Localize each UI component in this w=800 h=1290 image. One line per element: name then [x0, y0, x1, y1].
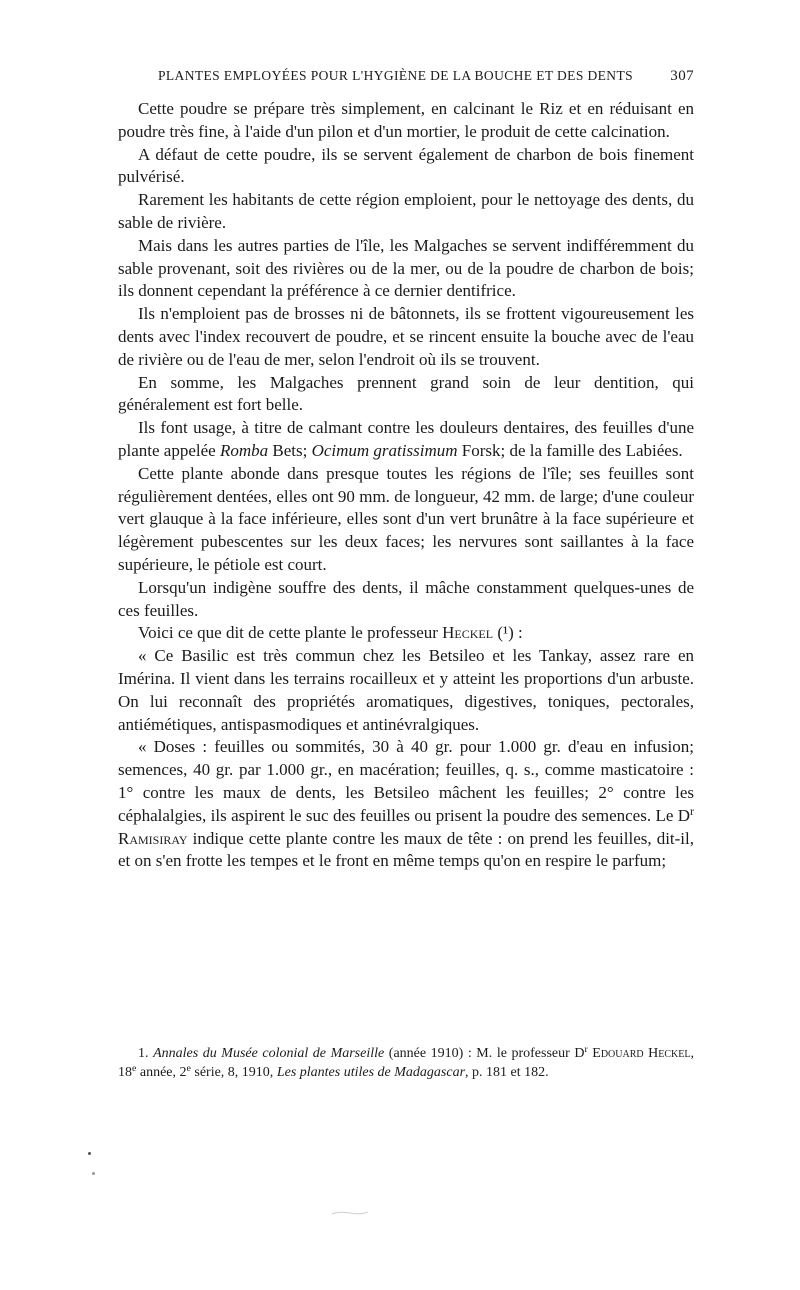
- running-title: PLANTES EMPLOYÉES POUR L'HYGIÈNE DE LA BOUCHE ET DES DENTS: [158, 68, 634, 83]
- footnote-ordinal-1: e: [132, 1062, 137, 1074]
- scan-speck: [88, 1152, 91, 1155]
- footnote-text-2: , 18: [118, 1046, 694, 1080]
- footnote-author: Edouard Heckel: [592, 1046, 691, 1061]
- vernacular-name: Romba: [219, 440, 269, 460]
- dr-superscript: r: [690, 803, 694, 818]
- paragraph-5: Ils n'emploient pas de brosses ni de bâtonnets, ils se frottent vigoureusement les dents avec l'index recouvert de poudre, et se rincent ensuite la bouche avec de l'eau de rivière ou de l'eau de mer, selon l'endroit où ils se trouvent.: [118, 304, 694, 369]
- paragraph-11: « Ce Basilic est très commun chez les Betsileo et les Tankay, assez rare en Imérina. Il vient dans les terrains rocailleux et y atteint les proportions d'un arbuste. On lui reconnaît des propriétés aromatiques, digestives, toniques, pectorales, antiémétiques, antispasmodiques et antinévralgiques.: [118, 646, 694, 734]
- footnote-work-title: Les plantes utiles de Madagascar: [276, 1064, 466, 1080]
- footnotes: [118, 1045, 694, 1082]
- p10-text-a: Voici ce que dit de cette plante le professeur: [138, 623, 443, 643]
- paragraph-9: Lorsqu'un indigène souffre des dents, il mâche constamment quelques-unes de ces feuilles.: [118, 577, 694, 620]
- page-number: 307: [670, 68, 694, 84]
- footnote-journal: Annales du Musée colonial de Marseille: [153, 1046, 385, 1061]
- footnote-reference: (¹): [497, 623, 514, 643]
- paragraph-4: Mais dans les autres parties de l'île, les Malgaches se servent indifféremment du sable provenant, soit des rivières ou de la mer, ou de la poudre de charbon de bois; ils donnent cependant la préférence à ce dernier dentifrice.: [118, 235, 694, 301]
- paragraph-10: [118, 622, 694, 645]
- page-header: [118, 68, 694, 90]
- p7-text-c: Forsk; de la famille des Labiées.: [457, 440, 683, 460]
- footnote-text-4: série, 8, 1910,: [190, 1064, 277, 1080]
- footnote-dr-superscript: r: [584, 1044, 588, 1056]
- scientific-name: Ocimum gratissimum: [311, 440, 458, 460]
- faint-scan-mark: [330, 1210, 370, 1216]
- paragraph-8: Cette plante abonde dans presque toutes les régions de l'île; ses feuilles sont régulièrement dentées, elles ont 90 mm. de longueur, 42 mm. de large; d'une couleur vert glauque à la face inférieure, elles sont d'un vert brunâtre à la face supérieure et légèrement pubescentes sur les deux faces; les nervures sont saillantes à la face supérieure, le pétiole est court.: [118, 463, 694, 574]
- footnote-text-3: année, 2: [136, 1064, 187, 1080]
- p7-text-b: Bets;: [268, 440, 312, 460]
- author-heckel: Heckel: [442, 623, 494, 643]
- p12-text-a: « Doses : feuilles ou sommités, 30 à 40 gr. pour 1.000 gr. d'eau en infusion; semences, 40 gr. par 1.000 gr., en macération; feuilles, q. s., comme masticatoire : 1° contre les maux de dents, les Betsileo mâchent les feuilles; 2° contre les céphalalgies, ils aspirent le suc des feuilles ou prisent la poudre des semences. Le D: [118, 737, 694, 825]
- main-text: [118, 98, 694, 873]
- p10-text-b: :: [513, 623, 523, 643]
- paragraph-2: A défaut de cette poudre, ils se servent également de charbon de bois finement pulvérisé.: [118, 144, 694, 187]
- footnote-number: 1.: [138, 1046, 149, 1061]
- footnote-text-5: , p. 181 et 182.: [465, 1064, 549, 1080]
- scan-speck: [92, 1172, 95, 1175]
- paragraph-1: Cette poudre se prépare très simplement, en calcinant le Riz et en réduisant en poudre très fine, à l'aide d'un pilon et d'un mortier, le produit de cette calcination.: [118, 99, 694, 141]
- footnote-ordinal-2: e: [186, 1062, 191, 1074]
- footnote-text-1: (année 1910) : M. le professeur D: [384, 1046, 585, 1061]
- p12-text-b: indique cette plante contre les maux de tête : on prend les feuilles, dit-il, et on s'en frotte les tempes et le front en même temps qu'on en respire le parfum;: [118, 828, 694, 871]
- paragraph-6: En somme, les Malgaches prennent grand soin de leur dentition, qui généralement est fort belle.: [118, 372, 694, 415]
- paragraph-12: [118, 736, 694, 873]
- footnote-1: [118, 1045, 694, 1082]
- p7-text-a: Ils font usage, à titre de calmant contre les douleurs dentaires, des feuilles d'une plante appelée: [118, 418, 694, 460]
- paragraph-7: [118, 417, 694, 463]
- author-ramisiray: Ramisiray: [118, 828, 188, 848]
- paragraph-3: Rarement les habitants de cette région emploient, pour le nettoyage des dents, du sable de rivière.: [118, 190, 694, 232]
